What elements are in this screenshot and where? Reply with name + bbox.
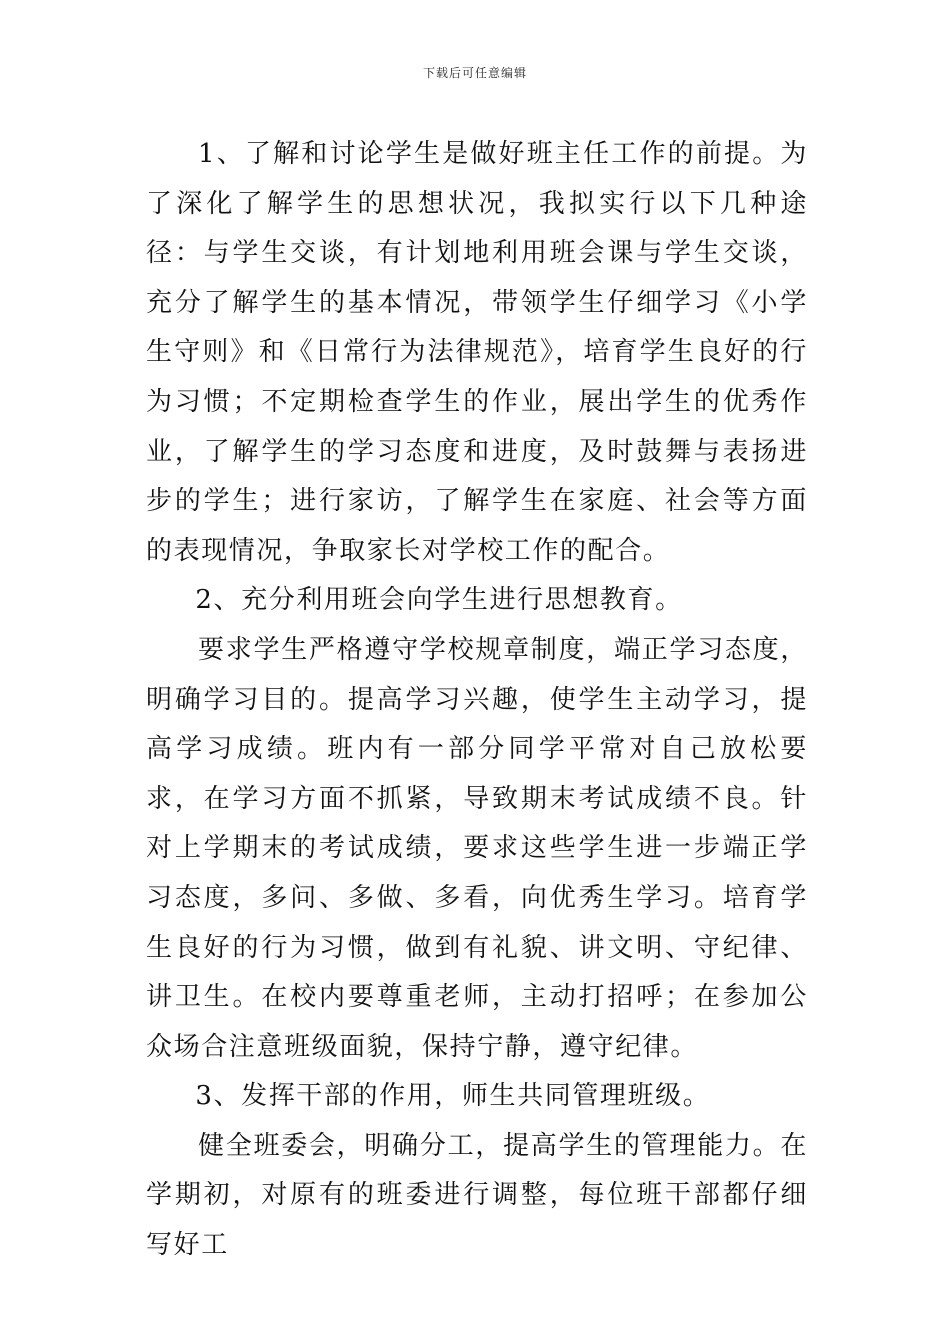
page-header-note: 下载后可任意编辑 (422, 66, 527, 80)
document-body (146, 130, 808, 1271)
paragraph-3: 健全班委会，明确分工，提高学生的管理能力。在学期初，对原有的班委进行调整，每位班干部都仔细写好工 (146, 1130, 808, 1261)
section-heading-2: 2、充分利用班会向学生进行思想教育。 (195, 585, 683, 616)
section-heading-3: 3、发挥干部的作用，师生共同管理班级。 (195, 1081, 711, 1112)
paragraph-1: 1、了解和讨论学生是做好班主任工作的前提。为了深化了解学生的思想状况，我拟实行以下几种途径：与学生交谈，有计划地利用班会课与学生交谈，充分了解学生的基本情况，带领学生仔细学习《小学生守则》和《日常行为法律规范》，培育学生良好的行为习惯；不定期检查学生的作业，展出学生的优秀作业，了解学生的学习态度和进度，及时鼓舞与表扬进步的学生；进行家访，了解学生在家庭、社会等方面的表现情况，争取家长对学校工作的配合。 (146, 139, 808, 566)
paragraph-2: 要求学生严格遵守学校规章制度，端正学习态度，明确学习目的。提高学习兴趣，使学生主动学习，提高学习成绩。班内有一部分同学平常对自己放松要求，在学习方面不抓紧，导致期末考试成绩不良。针对上学期末的考试成绩，要求这些学生进一步端正学习态度，多问、多做、多看，向优秀生学习。培育学生良好的行为习惯，做到有礼貌、讲文明、守纪律、讲卫生。在校内要尊重老师，主动打招呼；在参加公众场合注意班级面貌，保持宁静，遵守纪律。 (146, 634, 808, 1062)
